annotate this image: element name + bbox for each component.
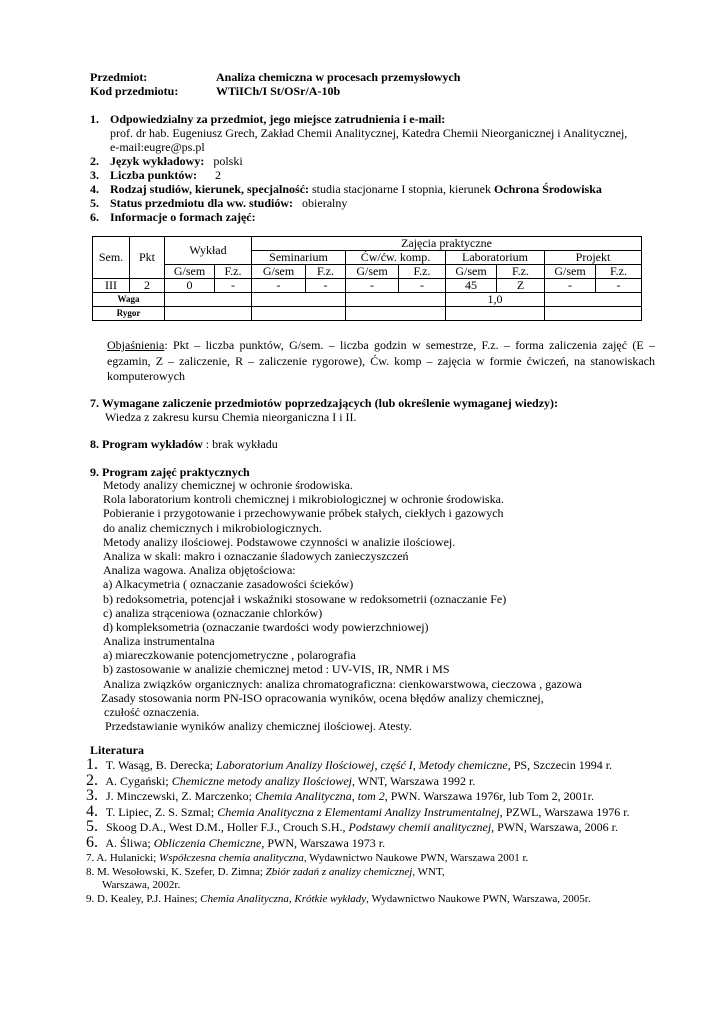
table-cell: -: [252, 279, 306, 293]
item-publisher: , Wydawnictwo Naukowe PWN, Warszawa, 2005r.: [366, 892, 591, 905]
table-cell: [545, 293, 642, 307]
table-cell: -: [215, 279, 252, 293]
item-number: 1.: [86, 756, 98, 773]
item-authors: Skoog D.A., West D.M., Holler F.J., Crouch S.H.,: [106, 820, 349, 834]
header-cw: Ćw/ćw. komp.: [346, 251, 446, 265]
section-8: [90, 437, 278, 451]
subject-value: Analiza chemiczna w procesach przemysłowych: [216, 70, 461, 84]
list-item: d) kompleksometria (oznaczanie twardości wody powierzchniowej): [103, 619, 429, 634]
section-8-title: 8. Program wykładów: [90, 437, 203, 451]
list-item: Zasady stosowania norm PN-ISO opracowania wyników, ocena błędów analizy chemicznej,: [101, 690, 544, 705]
item-number: 5.: [86, 818, 98, 835]
item-title: Chemia Analityczna, tom 2: [254, 789, 385, 803]
list-item: do analiz chemicznych i mikrobiologicznych.: [103, 520, 322, 535]
header-gsem: G/sem: [252, 265, 306, 279]
table-cell: [252, 293, 346, 307]
table-cell: -: [306, 279, 346, 293]
section-5: [90, 196, 690, 210]
table-cell: -: [596, 279, 642, 293]
rygor-row: [93, 307, 642, 321]
table-cell: 0: [165, 279, 215, 293]
table-cell: [346, 293, 446, 307]
item-authors: D. Kealey, P.J. Haines;: [97, 892, 201, 905]
list-item: [86, 789, 630, 805]
table-cell: 45: [446, 279, 497, 293]
list-item: Analiza w skali: makro i oznaczanie śladowych zanieczyszczeń: [103, 548, 409, 563]
item-publisher: , PZWL, Warszawa 1976 r.: [499, 804, 630, 819]
table-row: [93, 279, 642, 293]
item-authors: M. Wesołowski, K. Szefer, D. Zimna;: [97, 865, 266, 878]
waga-value: 1,0: [446, 293, 545, 307]
list-item: [86, 771, 630, 790]
list-item: b) zastosowanie w analizie chemicznej metod : UV-VIS, IR, NMR i MS: [103, 662, 450, 677]
item-authors: T. Lipiec, Z. S. Szmal;: [105, 804, 218, 819]
item-publisher: , Wydawnictwo Naukowe PWN, Warszawa 2001 r.: [303, 852, 529, 864]
header-wyklad: Wykład: [165, 237, 252, 265]
item-publisher: , PWN. Warszawa 1976r, lub Tom 2, 2001r.: [384, 789, 594, 803]
header-fz: F.z.: [306, 265, 346, 279]
list-item: a) Alkacymetria ( oznaczanie zasadowości ścieków): [103, 577, 354, 592]
header-projekt: Projekt: [545, 251, 642, 265]
item-number: 3.: [86, 787, 98, 804]
section-1: [90, 112, 690, 126]
item-authors: A. Śliwa;: [105, 835, 154, 850]
table-cell: [446, 307, 545, 321]
section-6: [90, 210, 690, 224]
list-item: Rola laboratorium kontroli chemicznej i mikrobiologicznej w ochronie środowiska.: [103, 492, 504, 507]
header-fz: F.z.: [497, 265, 545, 279]
list-item: [86, 802, 630, 821]
list-item: Przedstawianie wyników analizy chemicznej ilościowej. Atesty.: [105, 719, 412, 734]
item-number: 8.: [86, 865, 95, 878]
header-fz: F.z.: [399, 265, 446, 279]
section-8-text: : brak wykładu: [202, 437, 278, 451]
header-gsem: G/sem: [446, 265, 497, 279]
section-2-title: Język wykładowy:: [110, 154, 205, 168]
table-cell: [545, 307, 642, 321]
section-4: [90, 182, 690, 196]
section-5-title: Status przedmiotu dla ww. studiów:: [110, 196, 294, 210]
section-3-number: 3.: [90, 168, 99, 182]
list-item: [86, 851, 630, 865]
section-4-value: studia stacjonarne I stopnia, kierunek: [312, 182, 491, 196]
item-authors: A. Hulanicki;: [96, 852, 160, 864]
item-number: 9.: [86, 892, 95, 905]
table-cell: [165, 293, 252, 307]
list-item: Analiza instrumentalna: [103, 634, 215, 649]
rygor-label: Rygor: [93, 307, 165, 321]
header-seminarium: Seminarium: [252, 251, 346, 265]
section-2-value: polski: [213, 154, 243, 168]
item-title: Chemiczne metody analizy Ilościowej: [171, 773, 352, 788]
section-7-title: 7. Wymagane zaliczenie przedmiotów poprzedzających (lub określenie wymaganej wiedzy):: [90, 396, 559, 410]
code-label: Kod przedmiotu:: [90, 84, 179, 98]
list-item: b) redoksometria, potencjał i wskaźniki stosowane w redoksometrii (oznaczanie Fe): [103, 591, 507, 606]
item-number: 4.: [86, 802, 98, 820]
practical-program-list: [103, 478, 582, 733]
explanation-label: Objaśnienia: [107, 338, 165, 352]
header-pkt: Pkt: [130, 237, 165, 279]
waga-row: [93, 293, 642, 307]
item-title: Współczesna chemia analityczna: [159, 852, 304, 864]
item-number: 2.: [86, 771, 98, 789]
item-publisher: , WNT, Warszawa 1992 r.: [351, 773, 476, 788]
item-title: Zbiór zadań z analizy chemicznej: [265, 865, 413, 878]
header-sem: Sem.: [93, 237, 130, 279]
section-1-number: 1.: [90, 112, 99, 126]
section-4-title: Rodzaj studiów, kierunek, specjalność:: [110, 182, 310, 196]
table-cell: 2: [130, 279, 165, 293]
section-6-number: 6.: [90, 210, 99, 224]
table-cell: [165, 307, 252, 321]
list-item: czułość oznaczenia.: [104, 705, 200, 719]
table-cell: -: [346, 279, 399, 293]
item-title: Chemia Analityczna z Elementami Analizy Instrumentalnej: [217, 804, 500, 819]
item-publisher: , PWN, Warszawa 1973 r.: [261, 835, 386, 850]
item-title: Podstawy chemii analitycznej: [348, 820, 492, 834]
literature-list: [86, 758, 630, 905]
item-publisher: , PWN, Warszawa, 2006 r.: [491, 820, 618, 834]
item-title: Chemia Analityczna, Krótkie wykłady: [200, 892, 367, 905]
list-item: [86, 878, 630, 892]
item-number: 7.: [86, 852, 95, 864]
item-authors: Warszawa, 2002r.: [102, 879, 181, 891]
table-cell: Z: [497, 279, 545, 293]
list-item: Metody analizy chemicznej w ochronie środowiska.: [103, 478, 353, 492]
literature-title: Literatura: [90, 743, 144, 757]
header-laboratorium: Laboratorium: [446, 251, 545, 265]
section-3-value: 2: [215, 168, 222, 182]
table-cell: [346, 307, 446, 321]
code-value: WTiICh/I St/OSr/A-10b: [216, 84, 341, 98]
list-item: Analiza wagowa. Analiza objętościowa:: [103, 563, 296, 578]
list-item: a) miareczkowanie potencjometryczne , polarografia: [103, 648, 356, 663]
explanation-text: : Pkt – liczba punktów, G/sem. – liczba godzin w semestrze, F.z. – forma zaliczenia zajęć (E – egzamin, Z – zaliczenie, R – zaliczenie rygorowe), Ćw. komp – zajęcia w formie ćwiczeń, na stanowiskach komputerowych: [107, 338, 655, 383]
item-authors: J. Minczewski, Z. Marczenko;: [106, 789, 255, 803]
list-item: [86, 892, 630, 906]
item-publisher: , PS, Szczecin 1994 r.: [507, 758, 613, 772]
course-forms-table: [92, 236, 642, 321]
item-title: Obliczenia Chemiczne: [153, 835, 262, 850]
section-1-title: Odpowiedzialny za przedmiot, jego miejsce zatrudnienia i e-mail:: [110, 112, 446, 126]
header-gsem: G/sem: [165, 265, 215, 279]
waga-label: Waga: [93, 293, 165, 307]
section-5-number: 5.: [90, 196, 99, 210]
item-publisher: , WNT,: [412, 865, 445, 878]
table-cell: -: [545, 279, 596, 293]
section-1-line-1: prof. dr hab. Eugeniusz Grech, Zakład Chemii Analitycznej, Katedra Chemii Nieorganicznej i Analitycznej,: [110, 126, 628, 140]
header-fz: F.z.: [596, 265, 642, 279]
section-9-title: 9. Program zajęć praktycznych: [90, 465, 250, 479]
section-2-number: 2.: [90, 154, 99, 168]
list-item: [86, 758, 630, 774]
list-item: Analiza związków organicznych: analiza chromatograficzna: cienkowarstwowa, cieczowa , gazowa: [103, 676, 582, 691]
list-item: [86, 833, 630, 852]
section-4-value-bold: Ochrona Środowiska: [493, 182, 602, 196]
list-item: Pobieranie i przygotowanie i przechowywanie próbek stałych, ciekłych i gazowych: [103, 506, 504, 521]
section-3-title: Liczba punktów:: [110, 168, 198, 182]
item-authors: A. Cygański;: [105, 773, 172, 788]
section-1-email: e-mail:eugre@ps.pl: [110, 140, 205, 154]
header-gsem: G/sem: [346, 265, 399, 279]
explanation: [107, 338, 655, 385]
header-gsem: G/sem: [545, 265, 596, 279]
table-cell: III: [93, 279, 130, 293]
section-3: [90, 168, 690, 182]
list-item: [86, 865, 630, 879]
section-6-title: Informacje o formach zajęć:: [110, 210, 256, 224]
item-authors: T. Wasąg, B. Derecka;: [105, 758, 217, 772]
section-5-value: obieralny: [302, 196, 348, 210]
section-2: [90, 154, 690, 168]
header-fz: F.z.: [215, 265, 252, 279]
item-number: 6.: [86, 833, 98, 851]
list-item: [86, 820, 630, 836]
list-item: Metody analizy ilościowej. Podstawowe czynności w analizie ilościowej.: [103, 534, 456, 549]
section-4-number: 4.: [90, 182, 99, 196]
subject-label: Przedmiot:: [90, 70, 148, 84]
table-cell: [252, 307, 346, 321]
section-7-text: Wiedza z zakresu kursu Chemia nieorganiczna I i II.: [105, 410, 357, 424]
item-title: Laboratorium Analizy Ilościowej, część I, Metody chemiczne: [216, 758, 508, 772]
list-item: c) analiza strąceniowa (oznaczanie chlorków): [103, 605, 323, 620]
header-zajecia: Zajęcia praktyczne: [252, 237, 642, 251]
table-cell: -: [399, 279, 446, 293]
